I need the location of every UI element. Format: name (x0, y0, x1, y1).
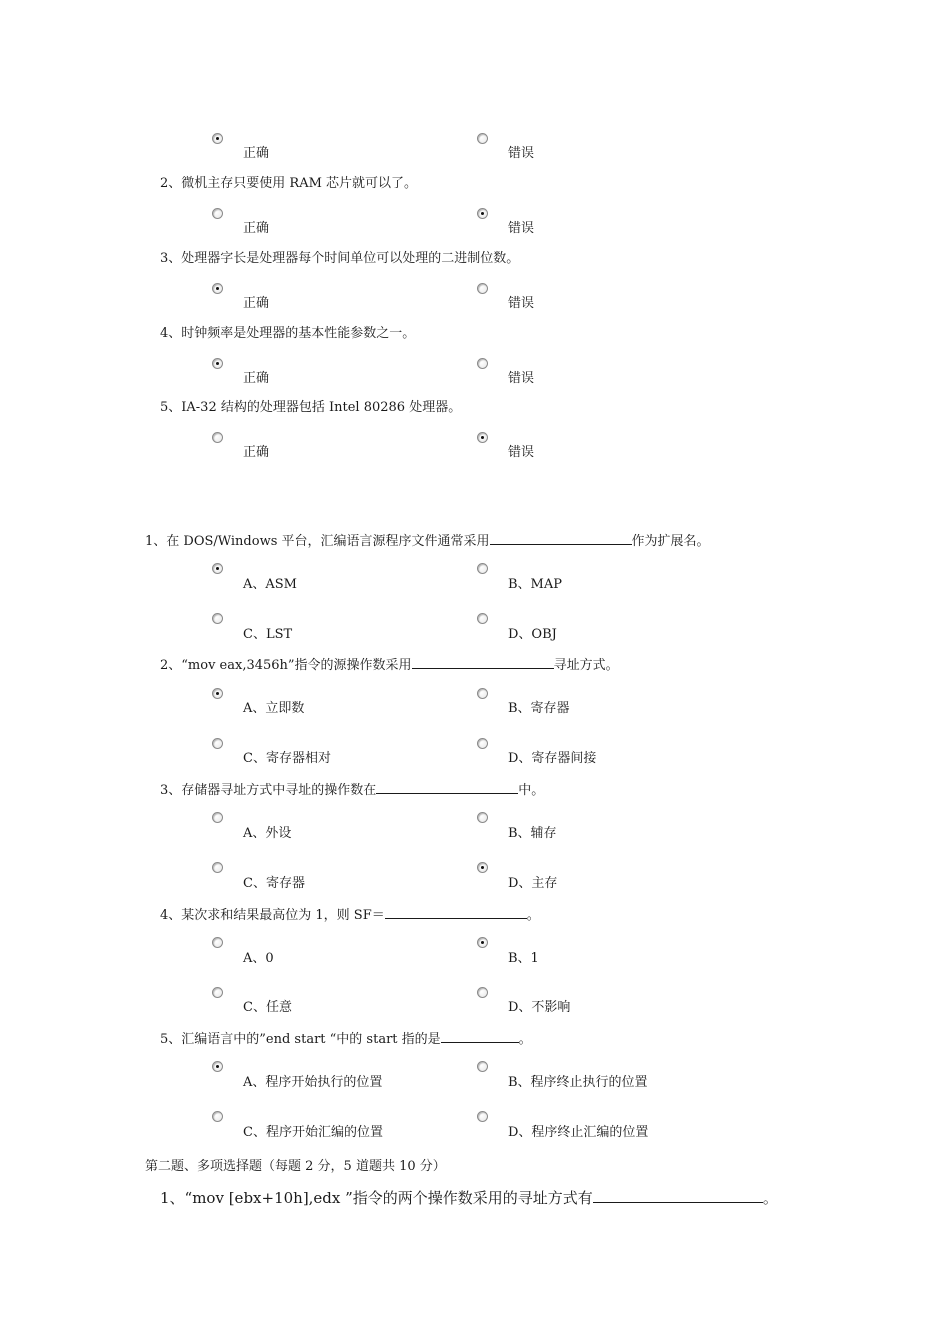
tf-q5-label-a: 正确 (243, 445, 270, 460)
mc-q4-radio-b[interactable] (477, 937, 488, 948)
mc-q1-label-b: B、MAP (508, 577, 562, 592)
answer-blank (490, 532, 632, 545)
mc-q2-radio-c[interactable] (212, 738, 223, 749)
mc-q5-radio-d[interactable] (477, 1111, 488, 1122)
mc-q1-radio-c[interactable] (212, 613, 223, 624)
tf-q4-radio-a[interactable] (212, 358, 223, 369)
mc-q5-label-c: C、程序开始汇编的位置 (243, 1125, 383, 1140)
mc-q2-label-b: B、寄存器 (508, 701, 570, 716)
tf-q4-text: 4、时钟频率是处理器的基本性能参数之一。 (160, 326, 416, 341)
mc-q2-radio-d[interactable] (477, 738, 488, 749)
mc-q1-radio-b[interactable] (477, 563, 488, 574)
mc-q4-radio-d[interactable] (477, 987, 488, 998)
answer-blank (593, 1188, 763, 1203)
multi-q1-text: 1、“mov [ebx+10h],edx ”指令的两个操作数采用的寻址方式有 。 (160, 1189, 778, 1207)
mc-q2-radio-b[interactable] (477, 688, 488, 699)
mc-q2-label-c: C、寄存器相对 (243, 751, 331, 766)
answer-blank (412, 656, 554, 669)
tf-q3-label-a: 正确 (243, 296, 270, 311)
mc-q5-label-d: D、程序终止汇编的位置 (508, 1125, 649, 1140)
answer-blank (441, 1030, 519, 1043)
tf-q1-label-b: 错误 (508, 146, 535, 161)
mc-q5-text: 5、汇编语言中的”end start “中的 start 指的是 。 (160, 1032, 532, 1047)
answer-blank (376, 781, 518, 794)
mc-q1-radio-d[interactable] (477, 613, 488, 624)
tf-q2-label-b: 错误 (508, 221, 535, 236)
tf-q3-label-b: 错误 (508, 296, 535, 311)
mc-q2-text: 2、“mov eax,3456h”指令的源操作数采用 寻址方式。 (160, 658, 619, 673)
tf-q2-text: 2、微机主存只要使用 RAM 芯片就可以了。 (160, 176, 418, 191)
mc-q4-label-b: B、1 (508, 951, 539, 966)
tf-q4-radio-b[interactable] (477, 358, 488, 369)
mc-q1-text: 1、在 DOS/Windows 平台，汇编语言源程序文件通常采用 作为扩展名。 (145, 534, 710, 549)
tf-q3-text: 3、处理器字长是处理器每个时间单位可以处理的二进制位数。 (160, 251, 520, 266)
mc-q1-label-a: A、ASM (243, 577, 297, 592)
mc-q5-radio-b[interactable] (477, 1061, 488, 1072)
tf-q4-label-b: 错误 (508, 371, 535, 386)
mc-q4-radio-c[interactable] (212, 987, 223, 998)
mc-q2-label-d: D、寄存器间接 (508, 751, 597, 766)
mc-q4-radio-a[interactable] (212, 937, 223, 948)
tf-q4-label-a: 正确 (243, 371, 270, 386)
tf-q1-radio-a[interactable] (212, 133, 223, 144)
tf-q2-label-a: 正确 (243, 221, 270, 236)
mc-q3-text: 3、存储器寻址方式中寻址的操作数在 中。 (160, 783, 545, 798)
tf-q2-radio-a[interactable] (212, 208, 223, 219)
mc-q3-radio-b[interactable] (477, 812, 488, 823)
mc-q3-radio-a[interactable] (212, 812, 223, 823)
mc-q4-label-c: C、任意 (243, 1000, 292, 1015)
tf-q3-radio-a[interactable] (212, 283, 223, 294)
mc-q4-label-d: D、不影响 (508, 1000, 571, 1015)
mc-q3-radio-d[interactable] (477, 862, 488, 873)
mc-q1-label-c: C、LST (243, 627, 293, 642)
mc-q4-label-a: A、0 (243, 951, 274, 966)
tf-q5-text: 5、IA-32 结构的处理器包括 Intel 80286 处理器。 (160, 400, 462, 415)
answer-blank (385, 906, 527, 919)
tf-q5-radio-b[interactable] (477, 432, 488, 443)
section-2-title: 第二题、多项选择题（每题 2 分，5 道题共 10 分） (145, 1159, 446, 1174)
mc-q3-label-a: A、外设 (243, 826, 292, 841)
mc-q5-label-a: A、程序开始执行的位置 (243, 1075, 383, 1090)
tf-q1-label-a: 正确 (243, 146, 270, 161)
mc-q5-radio-c[interactable] (212, 1111, 223, 1122)
mc-q3-radio-c[interactable] (212, 862, 223, 873)
mc-q2-label-a: A、立即数 (243, 701, 305, 716)
mc-q4-text: 4、某次求和结果最高位为 1，则 SF＝ 。 (160, 908, 540, 923)
mc-q3-label-d: D、主存 (508, 876, 558, 891)
tf-q3-radio-b[interactable] (477, 283, 488, 294)
mc-q2-radio-a[interactable] (212, 688, 223, 699)
tf-q2-radio-b[interactable] (477, 208, 488, 219)
mc-q1-radio-a[interactable] (212, 563, 223, 574)
tf-q1-radio-b[interactable] (477, 133, 488, 144)
mc-q3-label-b: B、辅存 (508, 826, 557, 841)
mc-q5-label-b: B、程序终止执行的位置 (508, 1075, 648, 1090)
tf-q5-radio-a[interactable] (212, 432, 223, 443)
mc-q1-label-d: D、OBJ (508, 627, 557, 642)
mc-q5-radio-a[interactable] (212, 1061, 223, 1072)
tf-q5-label-b: 错误 (508, 445, 535, 460)
mc-q3-label-c: C、寄存器 (243, 876, 305, 891)
